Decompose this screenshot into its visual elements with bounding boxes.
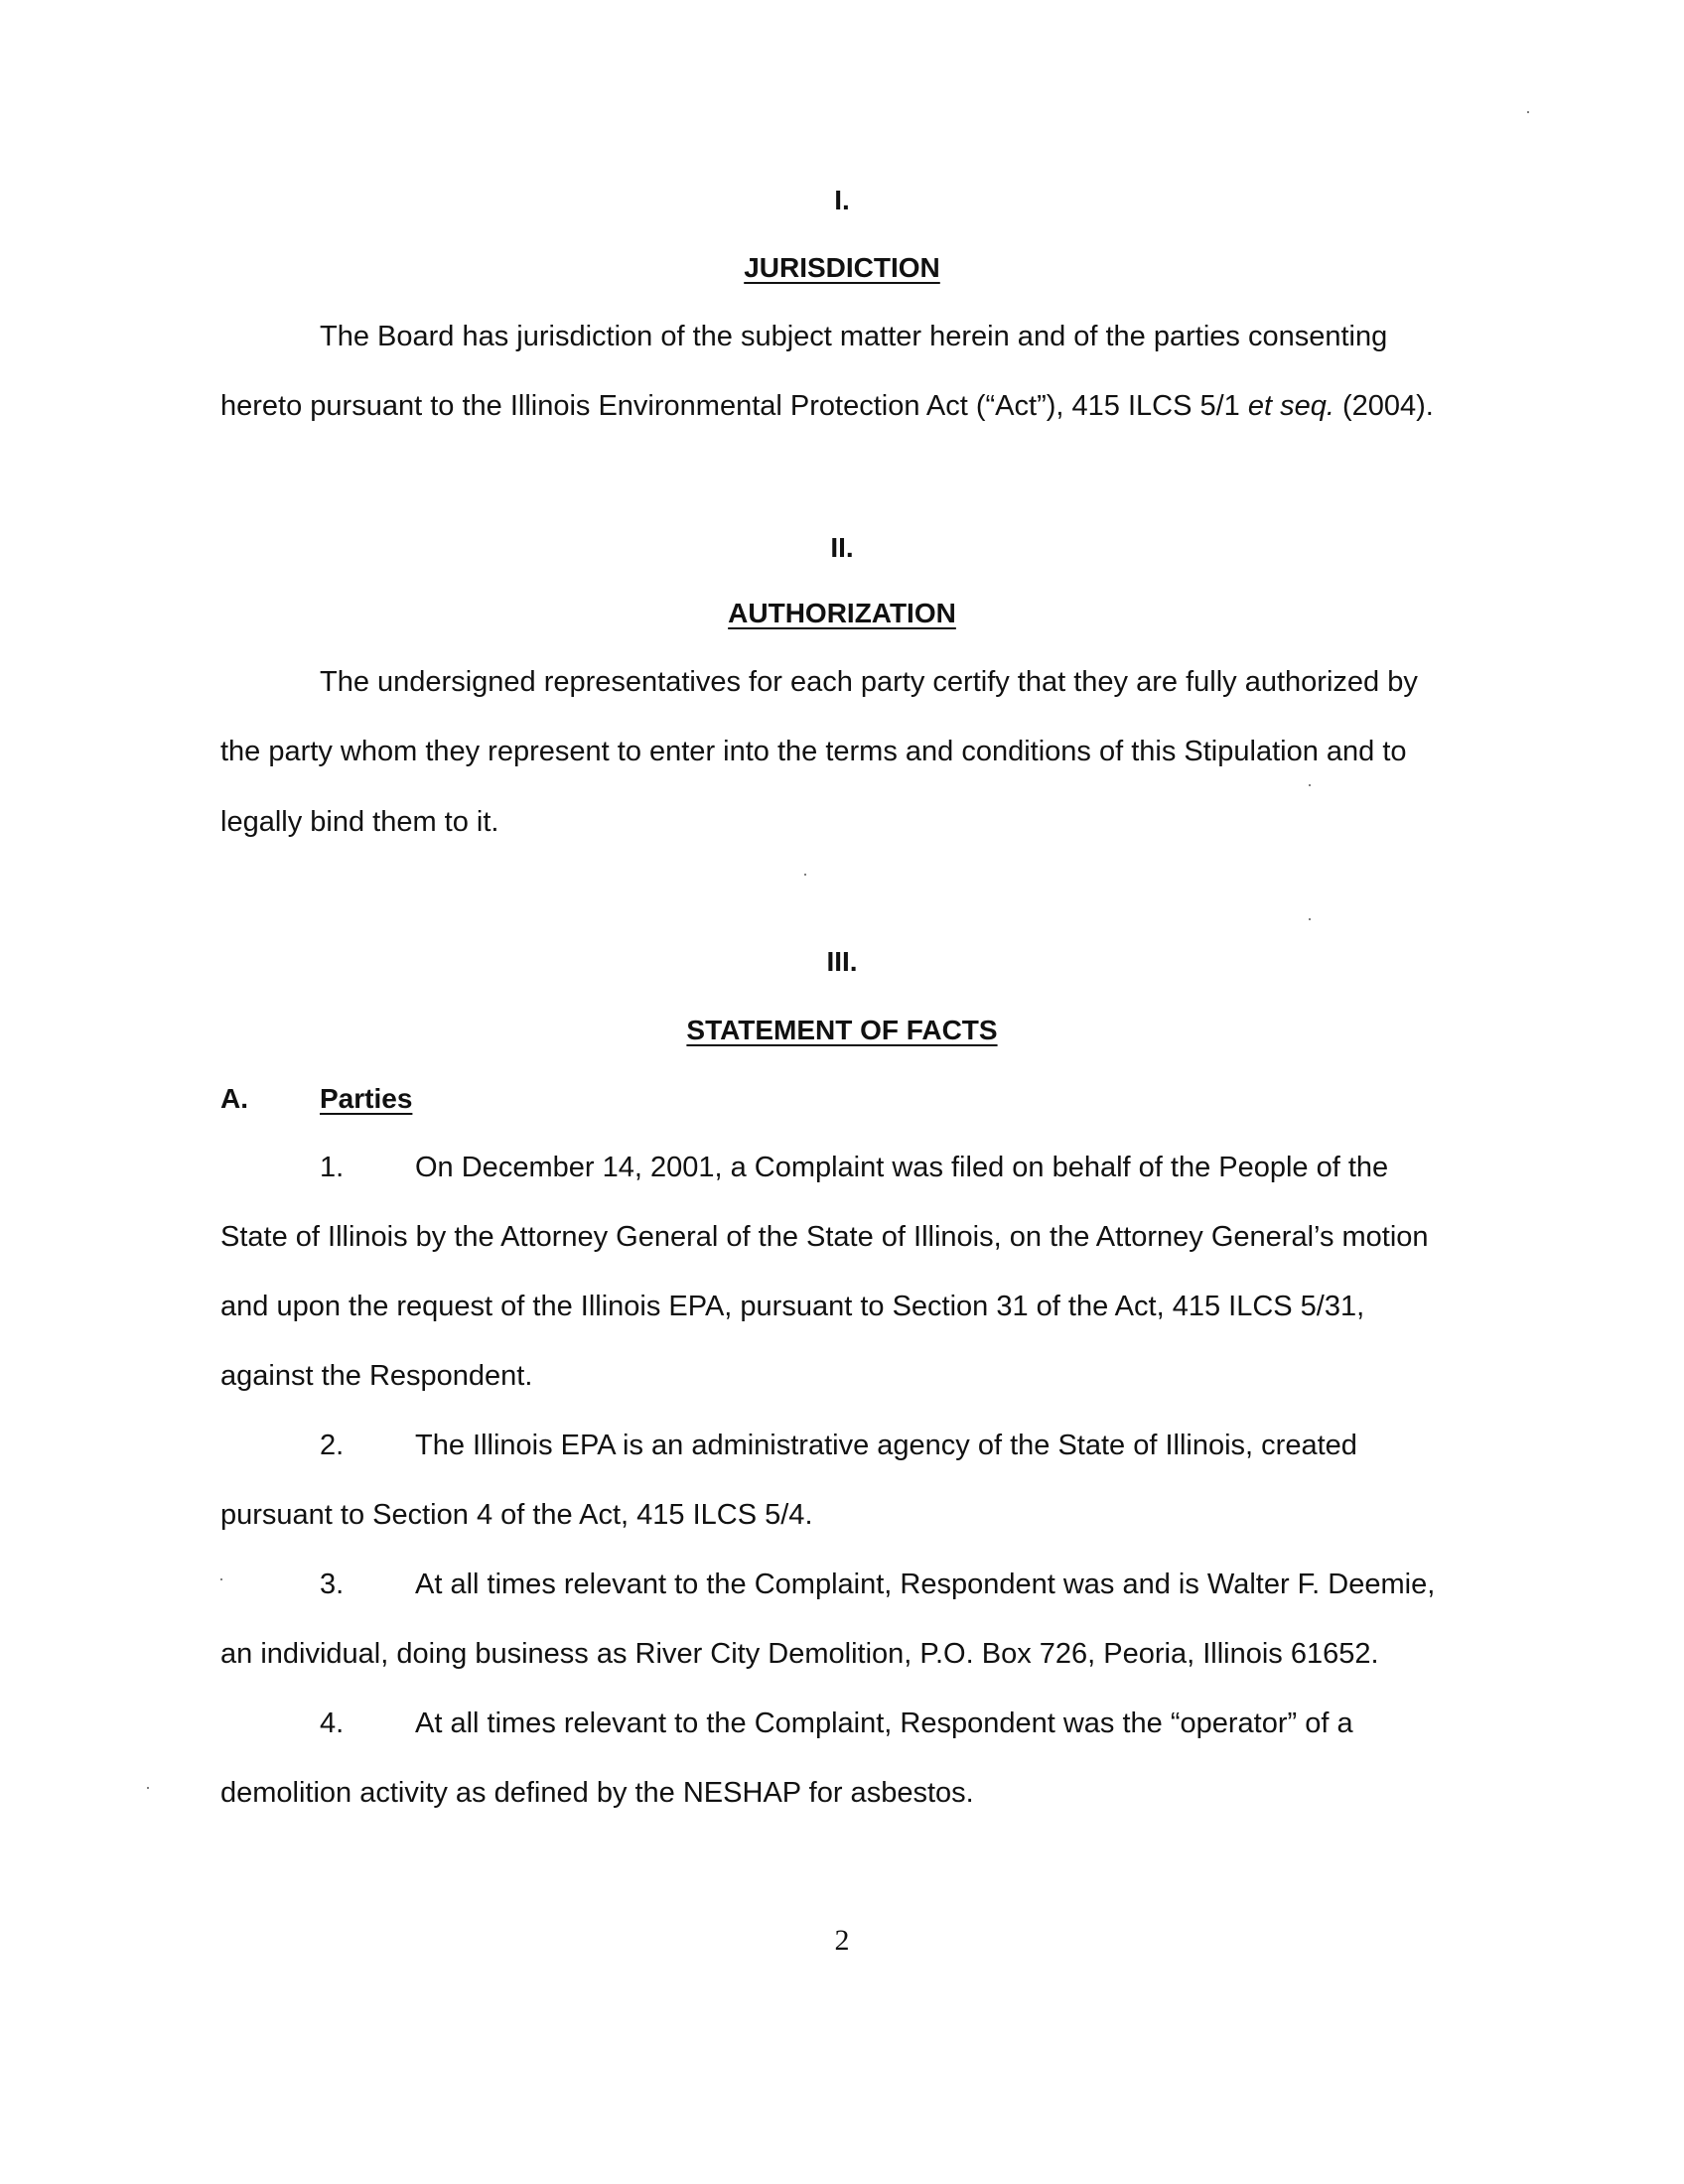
section-numeral-ii: II.	[830, 532, 854, 563]
subsection-letter-a: A.	[220, 1083, 248, 1114]
et-seq-italic: et seq.	[1247, 390, 1334, 422]
heading-jurisdiction: JURISDICTION	[744, 252, 940, 283]
scan-speck	[804, 874, 806, 876]
paragraph-4-line-2: demolition activity as defined by the NESHAP for asbestos.	[220, 1777, 974, 1809]
paragraph-3-number: 3.	[320, 1569, 345, 1600]
paragraph-3-line-2: an individual, doing business as River City Demolition, P.O. Box 726, Peoria, Illinois 61652.	[220, 1638, 1379, 1670]
jurisdiction-line-2-pre: hereto pursuant to the Illinois Environmental Protection Act (“Act”), 415 ILCS 5/1	[220, 390, 1248, 422]
paragraph-2-line-1: The Illinois EPA is an administrative agency of the State of Illinois, created	[415, 1430, 1357, 1461]
paragraph-1-line-4: against the Respondent.	[220, 1360, 533, 1392]
subsection-title-parties: Parties	[320, 1083, 413, 1114]
scan-speck	[1309, 784, 1311, 786]
page-number: 2	[834, 1924, 850, 1957]
authorization-line-1: The undersigned representatives for each party certify that they are fully authorized by	[320, 666, 1418, 698]
heading-statement-of-facts: STATEMENT OF FACTS	[686, 1015, 998, 1045]
section-numeral-i: I.	[834, 185, 850, 215]
scan-speck	[147, 1787, 149, 1789]
paragraph-1-line-2: State of Illinois by the Attorney General of the State of Illinois, on the Attorney General’s motion	[220, 1221, 1429, 1253]
authorization-line-3: legally bind them to it.	[220, 806, 499, 838]
scan-speck	[1309, 918, 1311, 920]
scan-speck	[1527, 111, 1529, 113]
section-numeral-iii: III.	[826, 946, 858, 977]
scan-speck	[220, 1578, 222, 1580]
jurisdiction-line-2-post: (2004).	[1333, 390, 1434, 422]
jurisdiction-line-2	[220, 390, 1434, 423]
paragraph-1-number: 1.	[320, 1152, 345, 1183]
heading-authorization: AUTHORIZATION	[728, 598, 956, 628]
paragraph-1-line-3: and upon the request of the Illinois EPA, pursuant to Section 31 of the Act, 415 ILCS 5/31,	[220, 1291, 1365, 1322]
authorization-line-2: the party whom they represent to enter into the terms and conditions of this Stipulation and to	[220, 736, 1407, 767]
paragraph-4-line-1: At all times relevant to the Complaint, Respondent was the “operator” of a	[415, 1707, 1353, 1739]
paragraph-2-line-2: pursuant to Section 4 of the Act, 415 ILCS 5/4.	[220, 1499, 813, 1531]
paragraph-1-line-1: On December 14, 2001, a Complaint was filed on behalf of the People of the	[415, 1152, 1389, 1183]
paragraph-2-number: 2.	[320, 1430, 345, 1461]
paragraph-4-number: 4.	[320, 1707, 345, 1739]
jurisdiction-line-1: The Board has jurisdiction of the subject matter herein and of the parties consenting	[320, 321, 1388, 352]
paragraph-3-line-1: At all times relevant to the Complaint, Respondent was and is Walter F. Deemie,	[415, 1569, 1436, 1600]
